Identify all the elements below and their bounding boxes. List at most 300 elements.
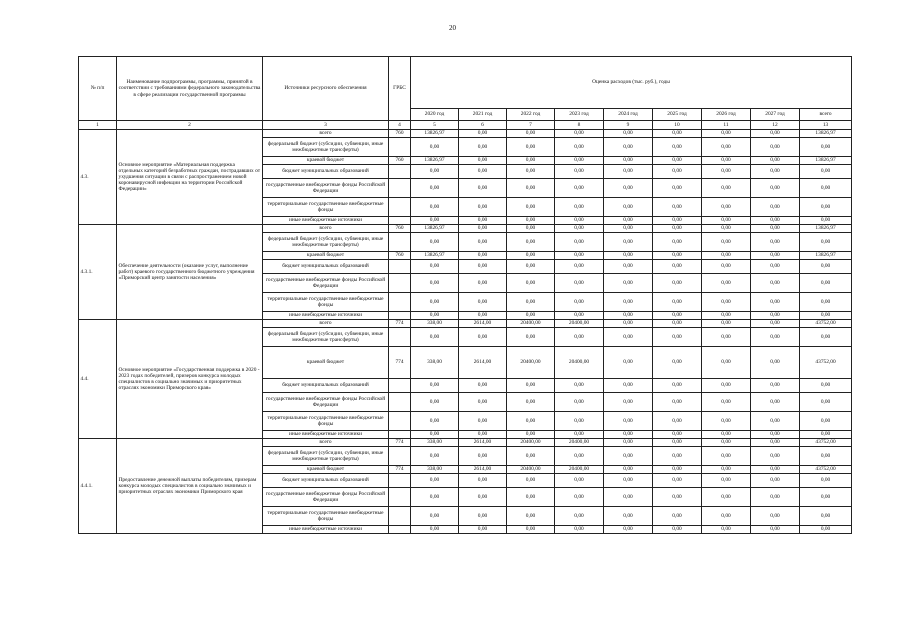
amount-cell: 0,00 bbox=[604, 198, 653, 217]
amount-cell: 0,00 bbox=[411, 488, 459, 507]
amount-cell: 0,00 bbox=[702, 225, 751, 233]
amount-cell: 338,00 bbox=[411, 439, 459, 447]
amount-cell: 0,00 bbox=[751, 165, 800, 179]
budget-table bbox=[78, 56, 852, 534]
amount-cell: 0,00 bbox=[800, 260, 852, 274]
amount-cell: 338,00 bbox=[411, 466, 459, 474]
amount-cell: 0,00 bbox=[800, 488, 852, 507]
grbs-code bbox=[389, 233, 411, 252]
amount-cell: 0,00 bbox=[702, 293, 751, 312]
grbs-code bbox=[389, 526, 411, 534]
amount-cell: 0,00 bbox=[411, 293, 459, 312]
amount-cell: 0,00 bbox=[702, 474, 751, 488]
amount-cell: 20400,00 bbox=[507, 439, 555, 447]
amount-cell: 0,00 bbox=[459, 474, 507, 488]
amount-cell: 0,00 bbox=[507, 507, 555, 526]
amount-cell: 0,00 bbox=[555, 447, 604, 466]
amount-cell: 0,00 bbox=[653, 165, 702, 179]
funding-source: краевой бюджет bbox=[263, 347, 389, 379]
funding-source: территориальные государственные внебюджетные фонды bbox=[263, 293, 389, 312]
amount-cell: 0,00 bbox=[653, 439, 702, 447]
amount-cell: 0,00 bbox=[507, 526, 555, 534]
amount-cell: 0,00 bbox=[604, 252, 653, 260]
amount-cell: 0,00 bbox=[800, 431, 852, 439]
funding-source: краевой бюджет bbox=[263, 157, 389, 165]
amount-cell: 0,00 bbox=[751, 412, 800, 431]
amount-cell: 0,00 bbox=[653, 225, 702, 233]
amount-cell: 0,00 bbox=[411, 379, 459, 393]
amount-cell: 13826,97 bbox=[411, 130, 459, 138]
amount-cell: 0,00 bbox=[411, 138, 459, 157]
amount-cell: 0,00 bbox=[604, 157, 653, 165]
amount-cell: 0,00 bbox=[411, 526, 459, 534]
amount-cell: 0,00 bbox=[800, 217, 852, 225]
amount-cell: 0,00 bbox=[653, 412, 702, 431]
funding-source: краевой бюджет bbox=[263, 466, 389, 474]
funding-source: федеральный бюджет (субсидии, субвенции, иные межбюджетные трансферты) bbox=[263, 233, 389, 252]
amount-cell: 0,00 bbox=[459, 274, 507, 293]
amount-cell: 0,00 bbox=[604, 474, 653, 488]
amount-cell: 0,00 bbox=[800, 526, 852, 534]
amount-cell: 0,00 bbox=[411, 328, 459, 347]
grbs-code bbox=[389, 312, 411, 320]
funding-source: федеральный бюджет (субсидии, субвенции, иные межбюджетные трансферты) bbox=[263, 447, 389, 466]
amount-cell: 0,00 bbox=[459, 488, 507, 507]
amount-cell: 0,00 bbox=[751, 179, 800, 198]
amount-cell: 20400,00 bbox=[555, 347, 604, 379]
amount-cell: 0,00 bbox=[604, 179, 653, 198]
amount-cell: 0,00 bbox=[604, 488, 653, 507]
amount-cell: 0,00 bbox=[555, 233, 604, 252]
amount-cell: 0,00 bbox=[459, 233, 507, 252]
amount-cell: 0,00 bbox=[459, 293, 507, 312]
section-name: Обеспечение деятельности (оказание услуг, выполнение работ) краевого государственного бюджетного учреждения «Приморский центр занятости населения» bbox=[117, 225, 263, 320]
header-grbs: ГРБС bbox=[389, 57, 411, 121]
amount-cell: 0,00 bbox=[459, 225, 507, 233]
amount-cell: 0,00 bbox=[751, 328, 800, 347]
grbs-code bbox=[389, 198, 411, 217]
amount-cell: 13826,97 bbox=[411, 225, 459, 233]
column-index: 4 bbox=[389, 121, 411, 130]
amount-cell: 0,00 bbox=[800, 474, 852, 488]
amount-cell: 0,00 bbox=[653, 447, 702, 466]
amount-cell: 0,00 bbox=[751, 274, 800, 293]
column-index: 13 bbox=[800, 121, 852, 130]
amount-cell: 0,00 bbox=[653, 393, 702, 412]
amount-cell: 0,00 bbox=[653, 526, 702, 534]
grbs-code bbox=[389, 293, 411, 312]
funding-source: бюджет муниципальных образований bbox=[263, 379, 389, 393]
amount-cell: 0,00 bbox=[411, 198, 459, 217]
amount-cell: 20400,00 bbox=[555, 320, 604, 328]
amount-cell: 0,00 bbox=[507, 488, 555, 507]
amount-cell: 0,00 bbox=[702, 379, 751, 393]
amount-cell: 0,00 bbox=[604, 507, 653, 526]
amount-cell: 0,00 bbox=[507, 379, 555, 393]
amount-cell: 43752,00 bbox=[800, 347, 852, 379]
amount-cell: 0,00 bbox=[653, 320, 702, 328]
amount-cell: 0,00 bbox=[459, 393, 507, 412]
amount-cell: 0,00 bbox=[751, 474, 800, 488]
amount-cell: 0,00 bbox=[751, 260, 800, 274]
grbs-code: 760 bbox=[389, 225, 411, 233]
section-number: 4.4. bbox=[79, 320, 117, 439]
amount-cell: 0,00 bbox=[604, 466, 653, 474]
column-index: 5 bbox=[411, 121, 459, 130]
amount-cell: 0,00 bbox=[702, 328, 751, 347]
amount-cell: 0,00 bbox=[604, 412, 653, 431]
amount-cell: 0,00 bbox=[555, 293, 604, 312]
amount-cell: 0,00 bbox=[800, 198, 852, 217]
funding-source: государственные внебюджетные фонды Российской Федерации bbox=[263, 274, 389, 293]
amount-cell: 0,00 bbox=[604, 293, 653, 312]
amount-cell: 0,00 bbox=[751, 466, 800, 474]
amount-cell: 20400,00 bbox=[555, 439, 604, 447]
amount-cell: 0,00 bbox=[555, 260, 604, 274]
section-name: Основное мероприятие «Государственная поддержка в 2020 - 2023 годах победителей, призеров конкурса молодых специалистов в социально значимых и приоритетных отраслях экономики Приморского края» bbox=[117, 320, 263, 439]
grbs-code bbox=[389, 165, 411, 179]
funding-source: всего bbox=[263, 225, 389, 233]
amount-cell: 0,00 bbox=[411, 507, 459, 526]
section-number: 4.3.1. bbox=[79, 225, 117, 320]
year-header: 2024 год bbox=[604, 109, 653, 121]
amount-cell: 0,00 bbox=[459, 138, 507, 157]
amount-cell: 0,00 bbox=[751, 233, 800, 252]
funding-source: всего bbox=[263, 320, 389, 328]
amount-cell: 0,00 bbox=[751, 225, 800, 233]
funding-source: бюджет муниципальных образований bbox=[263, 260, 389, 274]
amount-cell: 0,00 bbox=[555, 179, 604, 198]
amount-cell: 0,00 bbox=[702, 157, 751, 165]
amount-cell: 0,00 bbox=[555, 217, 604, 225]
amount-cell: 0,00 bbox=[702, 260, 751, 274]
header-source: Источники ресурсного обеспечения bbox=[263, 57, 389, 121]
amount-cell: 0,00 bbox=[702, 165, 751, 179]
column-index: 1 bbox=[79, 121, 117, 130]
amount-cell: 0,00 bbox=[800, 507, 852, 526]
amount-cell: 0,00 bbox=[459, 328, 507, 347]
year-header: всего bbox=[800, 109, 852, 121]
column-index: 8 bbox=[555, 121, 604, 130]
funding-source: государственные внебюджетные фонды Российской Федерации bbox=[263, 179, 389, 198]
amount-cell: 0,00 bbox=[751, 130, 800, 138]
grbs-code bbox=[389, 217, 411, 225]
amount-cell: 0,00 bbox=[653, 507, 702, 526]
amount-cell: 0,00 bbox=[507, 447, 555, 466]
column-index: 12 bbox=[751, 121, 800, 130]
amount-cell: 0,00 bbox=[653, 138, 702, 157]
column-index: 7 bbox=[507, 121, 555, 130]
amount-cell: 0,00 bbox=[751, 198, 800, 217]
amount-cell: 0,00 bbox=[653, 198, 702, 217]
amount-cell: 0,00 bbox=[653, 130, 702, 138]
column-index: 3 bbox=[263, 121, 389, 130]
amount-cell: 0,00 bbox=[702, 412, 751, 431]
grbs-code bbox=[389, 274, 411, 293]
funding-source: бюджет муниципальных образований bbox=[263, 474, 389, 488]
amount-cell: 338,00 bbox=[411, 320, 459, 328]
amount-cell: 0,00 bbox=[604, 431, 653, 439]
amount-cell: 0,00 bbox=[604, 312, 653, 320]
amount-cell: 0,00 bbox=[751, 347, 800, 379]
amount-cell: 0,00 bbox=[604, 225, 653, 233]
funding-source: иные внебюджетные источники bbox=[263, 217, 389, 225]
amount-cell: 0,00 bbox=[653, 252, 702, 260]
amount-cell: 0,00 bbox=[800, 412, 852, 431]
amount-cell: 0,00 bbox=[653, 431, 702, 439]
amount-cell: 0,00 bbox=[702, 252, 751, 260]
amount-cell: 0,00 bbox=[653, 157, 702, 165]
amount-cell: 0,00 bbox=[507, 252, 555, 260]
amount-cell: 0,00 bbox=[751, 439, 800, 447]
funding-source: всего bbox=[263, 130, 389, 138]
amount-cell: 0,00 bbox=[751, 252, 800, 260]
grbs-code bbox=[389, 474, 411, 488]
amount-cell: 0,00 bbox=[555, 431, 604, 439]
amount-cell: 0,00 bbox=[653, 474, 702, 488]
grbs-code bbox=[389, 431, 411, 439]
funding-source: федеральный бюджет (субсидии, субвенции, иные межбюджетные трансферты) bbox=[263, 328, 389, 347]
amount-cell: 0,00 bbox=[411, 431, 459, 439]
grbs-code: 760 bbox=[389, 130, 411, 138]
amount-cell: 0,00 bbox=[653, 312, 702, 320]
amount-cell: 0,00 bbox=[653, 179, 702, 198]
funding-source: иные внебюджетные источники bbox=[263, 526, 389, 534]
amount-cell: 0,00 bbox=[800, 312, 852, 320]
funding-source: территориальные государственные внебюджетные фонды bbox=[263, 412, 389, 431]
grbs-code bbox=[389, 328, 411, 347]
year-header: 2026 год bbox=[702, 109, 751, 121]
amount-cell: 338,00 bbox=[411, 347, 459, 379]
table-row bbox=[79, 225, 852, 233]
amount-cell: 0,00 bbox=[507, 198, 555, 217]
year-header: 2027 год bbox=[751, 109, 800, 121]
funding-source: государственные внебюджетные фонды Российской Федерации bbox=[263, 488, 389, 507]
amount-cell: 13826,97 bbox=[800, 157, 852, 165]
amount-cell: 0,00 bbox=[653, 347, 702, 379]
amount-cell: 0,00 bbox=[411, 312, 459, 320]
grbs-code bbox=[389, 379, 411, 393]
amount-cell: 0,00 bbox=[411, 474, 459, 488]
grbs-code: 760 bbox=[389, 252, 411, 260]
amount-cell: 0,00 bbox=[751, 217, 800, 225]
amount-cell: 0,00 bbox=[751, 507, 800, 526]
amount-cell: 0,00 bbox=[411, 233, 459, 252]
amount-cell: 43752,00 bbox=[800, 320, 852, 328]
header-name: Наименование подпрограммы, программы, принятой в соответствии с требованиями федерального законодательства в сфере реализации государственной программы bbox=[117, 57, 263, 121]
amount-cell: 0,00 bbox=[800, 274, 852, 293]
amount-cell: 0,00 bbox=[751, 312, 800, 320]
amount-cell: 0,00 bbox=[604, 260, 653, 274]
amount-cell: 0,00 bbox=[459, 179, 507, 198]
amount-cell: 13826,97 bbox=[800, 130, 852, 138]
amount-cell: 0,00 bbox=[702, 198, 751, 217]
amount-cell: 0,00 bbox=[459, 157, 507, 165]
amount-cell: 0,00 bbox=[751, 320, 800, 328]
amount-cell: 0,00 bbox=[702, 447, 751, 466]
table-row bbox=[79, 130, 852, 138]
amount-cell: 0,00 bbox=[411, 165, 459, 179]
amount-cell: 0,00 bbox=[702, 312, 751, 320]
amount-cell: 0,00 bbox=[751, 157, 800, 165]
amount-cell: 0,00 bbox=[555, 274, 604, 293]
year-header: 2021 год bbox=[459, 109, 507, 121]
column-index: 9 bbox=[604, 121, 653, 130]
amount-cell: 0,00 bbox=[751, 293, 800, 312]
amount-cell: 0,00 bbox=[555, 488, 604, 507]
amount-cell: 0,00 bbox=[702, 507, 751, 526]
amount-cell: 0,00 bbox=[653, 217, 702, 225]
table-row bbox=[79, 320, 852, 328]
grbs-code: 774 bbox=[389, 466, 411, 474]
grbs-code bbox=[389, 179, 411, 198]
amount-cell: 0,00 bbox=[507, 233, 555, 252]
amount-cell: 0,00 bbox=[800, 379, 852, 393]
amount-cell: 0,00 bbox=[411, 260, 459, 274]
amount-cell: 0,00 bbox=[507, 130, 555, 138]
amount-cell: 0,00 bbox=[555, 165, 604, 179]
amount-cell: 20400,00 bbox=[507, 347, 555, 379]
amount-cell: 20400,00 bbox=[555, 466, 604, 474]
amount-cell: 0,00 bbox=[459, 507, 507, 526]
header-num: № п/п bbox=[79, 57, 117, 121]
funding-source: государственные внебюджетные фонды Российской Федерации bbox=[263, 393, 389, 412]
section-number: 4.3. bbox=[79, 130, 117, 225]
amount-cell: 0,00 bbox=[507, 138, 555, 157]
amount-cell: 0,00 bbox=[555, 198, 604, 217]
amount-cell: 0,00 bbox=[702, 526, 751, 534]
section-name: Основное мероприятие «Материальная поддержка отдельных категорий безработных граждан, пострадавших от ухудшения ситуации в связи с распространением новой коронавирусной инфекции на территории Российской Федерации» bbox=[117, 130, 263, 225]
amount-cell: 43752,00 bbox=[800, 466, 852, 474]
amount-cell: 0,00 bbox=[459, 379, 507, 393]
amount-cell: 0,00 bbox=[702, 130, 751, 138]
amount-cell: 13826,97 bbox=[800, 225, 852, 233]
amount-cell: 0,00 bbox=[800, 393, 852, 412]
amount-cell: 0,00 bbox=[702, 217, 751, 225]
amount-cell: 0,00 bbox=[555, 379, 604, 393]
amount-cell: 0,00 bbox=[507, 412, 555, 431]
section-number: 4.4.1. bbox=[79, 439, 117, 534]
amount-cell: 0,00 bbox=[604, 447, 653, 466]
amount-cell: 0,00 bbox=[653, 466, 702, 474]
funding-source: территориальные государственные внебюджетные фонды bbox=[263, 507, 389, 526]
column-index: 2 bbox=[117, 121, 263, 130]
amount-cell: 0,00 bbox=[555, 328, 604, 347]
amount-cell: 0,00 bbox=[604, 165, 653, 179]
amount-cell: 0,00 bbox=[411, 393, 459, 412]
grbs-code bbox=[389, 447, 411, 466]
column-index: 6 bbox=[459, 121, 507, 130]
amount-cell: 0,00 bbox=[507, 328, 555, 347]
amount-cell: 0,00 bbox=[507, 474, 555, 488]
amount-cell: 0,00 bbox=[604, 328, 653, 347]
amount-cell: 0,00 bbox=[459, 165, 507, 179]
section-name: Предоставление денежной выплаты победителям, призерам конкурса молодых специалистов в социально значимых и приоритетных отраслях экономики Приморского края bbox=[117, 439, 263, 534]
amount-cell: 0,00 bbox=[555, 312, 604, 320]
amount-cell: 0,00 bbox=[555, 474, 604, 488]
amount-cell: 0,00 bbox=[459, 526, 507, 534]
year-header: 2025 год bbox=[653, 109, 702, 121]
amount-cell: 0,00 bbox=[702, 431, 751, 439]
amount-cell: 0,00 bbox=[702, 179, 751, 198]
amount-cell: 0,00 bbox=[507, 157, 555, 165]
year-header: 2022 год bbox=[507, 109, 555, 121]
amount-cell: 0,00 bbox=[411, 179, 459, 198]
amount-cell: 0,00 bbox=[411, 412, 459, 431]
amount-cell: 0,00 bbox=[702, 320, 751, 328]
amount-cell: 0,00 bbox=[751, 447, 800, 466]
amount-cell: 0,00 bbox=[702, 233, 751, 252]
amount-cell: 0,00 bbox=[507, 431, 555, 439]
amount-cell: 0,00 bbox=[653, 233, 702, 252]
funding-source: всего bbox=[263, 439, 389, 447]
amount-cell: 20400,00 bbox=[507, 320, 555, 328]
amount-cell: 0,00 bbox=[751, 431, 800, 439]
amount-cell: 2614,00 bbox=[459, 439, 507, 447]
column-index: 10 bbox=[653, 121, 702, 130]
amount-cell: 0,00 bbox=[800, 447, 852, 466]
amount-cell: 0,00 bbox=[653, 260, 702, 274]
column-index: 11 bbox=[702, 121, 751, 130]
year-header: 2020 год bbox=[411, 109, 459, 121]
amount-cell: 0,00 bbox=[751, 393, 800, 412]
amount-cell: 0,00 bbox=[507, 225, 555, 233]
amount-cell: 0,00 bbox=[653, 293, 702, 312]
amount-cell: 0,00 bbox=[702, 274, 751, 293]
amount-cell: 0,00 bbox=[702, 347, 751, 379]
amount-cell: 0,00 bbox=[751, 379, 800, 393]
amount-cell: 13826,97 bbox=[800, 252, 852, 260]
year-header: 2023 год bbox=[555, 109, 604, 121]
amount-cell: 0,00 bbox=[604, 393, 653, 412]
amount-cell: 0,00 bbox=[555, 157, 604, 165]
amount-cell: 0,00 bbox=[800, 293, 852, 312]
amount-cell: 43752,00 bbox=[800, 439, 852, 447]
amount-cell: 0,00 bbox=[555, 225, 604, 233]
amount-cell: 0,00 bbox=[459, 447, 507, 466]
amount-cell: 0,00 bbox=[653, 328, 702, 347]
amount-cell: 0,00 bbox=[751, 138, 800, 157]
amount-cell: 0,00 bbox=[751, 526, 800, 534]
funding-source: территориальные государственные внебюджетные фонды bbox=[263, 198, 389, 217]
header-estimate: Оценка расходов (тыс. руб.), годы bbox=[411, 57, 852, 109]
grbs-code: 760 bbox=[389, 157, 411, 165]
amount-cell: 2614,00 bbox=[459, 466, 507, 474]
amount-cell: 0,00 bbox=[459, 312, 507, 320]
amount-cell: 20400,00 bbox=[507, 466, 555, 474]
amount-cell: 0,00 bbox=[604, 274, 653, 293]
grbs-code bbox=[389, 507, 411, 526]
grbs-code bbox=[389, 488, 411, 507]
amount-cell: 0,00 bbox=[702, 466, 751, 474]
grbs-code: 774 bbox=[389, 320, 411, 328]
amount-cell: 0,00 bbox=[555, 412, 604, 431]
amount-cell: 0,00 bbox=[800, 138, 852, 157]
amount-cell: 13826,97 bbox=[411, 252, 459, 260]
amount-cell: 0,00 bbox=[604, 347, 653, 379]
amount-cell: 0,00 bbox=[751, 488, 800, 507]
amount-cell: 0,00 bbox=[507, 217, 555, 225]
funding-source: иные внебюджетные источники bbox=[263, 312, 389, 320]
amount-cell: 0,00 bbox=[604, 130, 653, 138]
amount-cell: 0,00 bbox=[800, 233, 852, 252]
table-row bbox=[79, 439, 852, 447]
amount-cell: 0,00 bbox=[459, 412, 507, 431]
grbs-code bbox=[389, 393, 411, 412]
amount-cell: 0,00 bbox=[459, 198, 507, 217]
amount-cell: 0,00 bbox=[702, 439, 751, 447]
amount-cell: 0,00 bbox=[604, 217, 653, 225]
